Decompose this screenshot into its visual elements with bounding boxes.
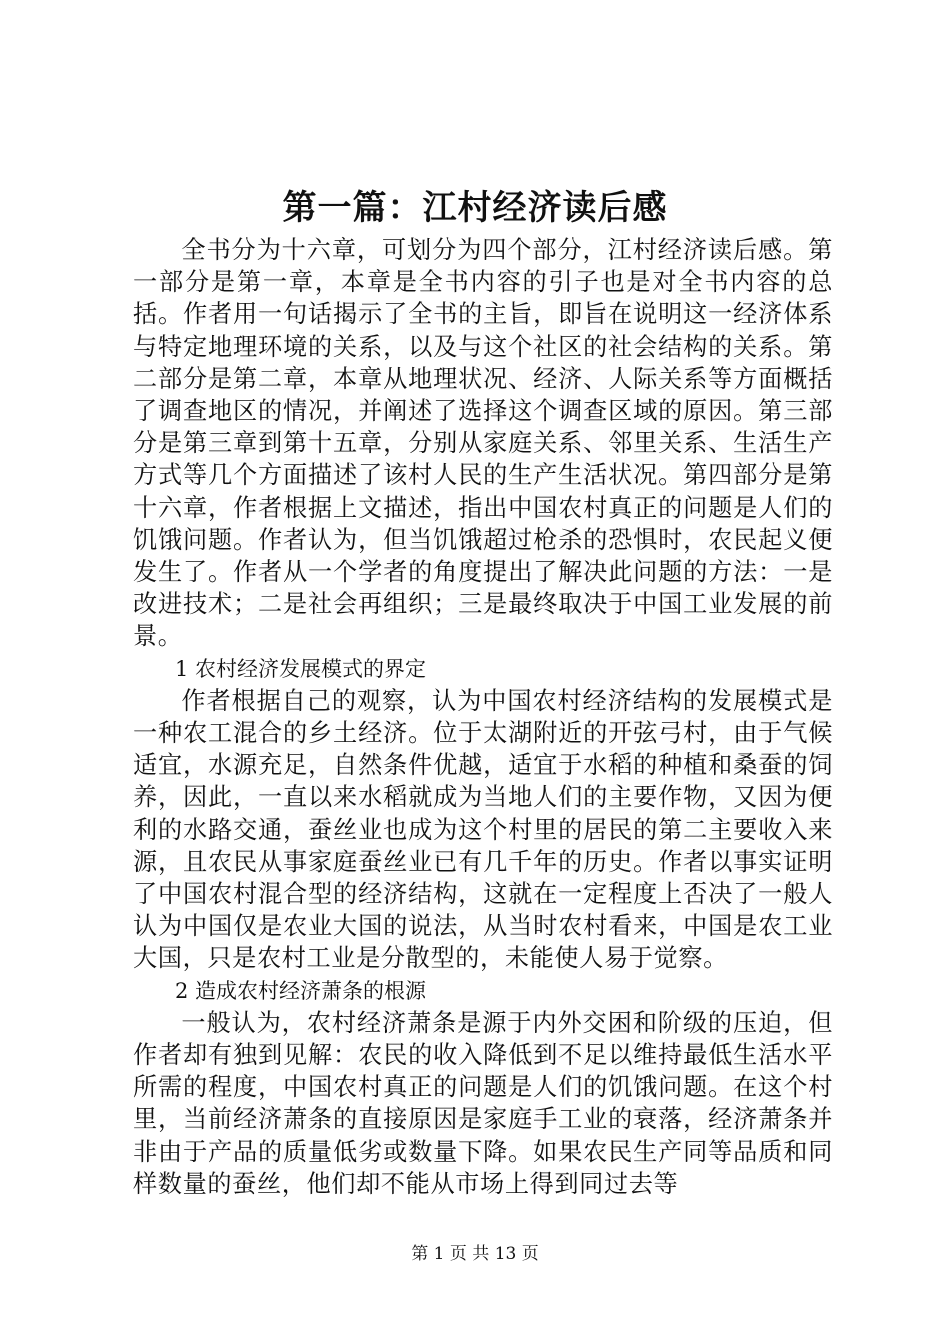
section-heading-2: 2 造成农村经济萧条的根源 — [175, 978, 427, 1003]
page-footer: 第 1 页 共 13 页 — [411, 1244, 539, 1264]
document-body — [133, 234, 833, 1200]
paragraph-section-1: 作者根据自己的观察，认为中国农村经济结构的发展模式是一种农工混合的乡土经济。位于太湖附近的开弦弓村，由于气候适宜，水源充足，自然条件优越，适宜于水稻的种植和桑蚕的饲养，因此，一直以来水稻就成为当地人们的主要作物，又因为便利的水路交通，蚕丝业也成为这个村里的居民的第二主要收入来源，且农民从事家庭蚕丝业已有几千年的历史。作者以事实证明了中国农村混合型的经济结构，这就在一定程度上否决了一般人认为中国仅是农业大国的说法，从当时农村看来，中国是农工业大国，只是农村工业是分散型的，未能使人易于觉察。 — [133, 686, 833, 973]
paragraph-section-2: 一般认为，农村经济萧条是源于内外交困和阶级的压迫，但作者却有独到见解：农民的收入降低到不足以维持最低生活水平所需的程度，中国农村真正的问题是人们的饥饿问题。在这个村里，当前经济萧条的直接原因是家庭手工业的衰落，经济萧条并非由于产品的质量低劣或数量下降。如果农民生产同等品质和同样数量的蚕丝，他们却不能从市场上得到同过去等 — [133, 1008, 833, 1198]
paragraph-intro: 全书分为十六章，可划分为四个部分，江村经济读后感。第一部分是第一章，本章是全书内容的引子也是对全书内容的总括。作者用一句话揭示了全书的主旨，即旨在说明这一经济体系与特定地理环境的关系，以及与这个社区的社会结构的关系。第二部分是第二章，本章从地理状况、经济、人际关系等方面概括了调查地区的情况，并阐述了选择这个调查区域的原因。第三部分是第三章到第十五章，分别从家庭关系、邻里关系、生活生产方式等几个方面描述了该村人民的生产生活状况。第四部分是第十六章，作者根据上文描述，指出中国农村真正的问题是人们的饥饿问题。作者认为，但当饥饿超过枪杀的恐惧时，农民起义便发生了。作者从一个学者的角度提出了解决此问题的方法：一是改进技术；二是社会再组织；三是最终取决于中国工业发展的前景。 — [133, 236, 833, 651]
document-title: 第一篇：江村经济读后感 — [282, 188, 668, 228]
section-heading-1: 1 农村经济发展模式的界定 — [175, 656, 427, 681]
